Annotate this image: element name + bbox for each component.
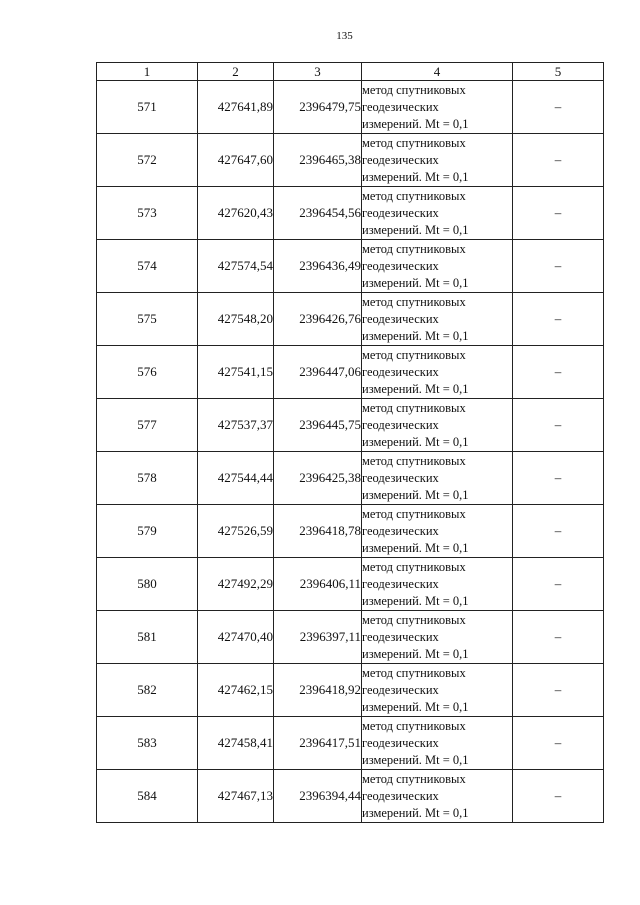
point-number-cell: 578 <box>97 452 198 505</box>
point-number-cell: 574 <box>97 240 198 293</box>
y-coordinate-cell: 2396418,92 <box>274 664 362 717</box>
point-number-cell: 581 <box>97 611 198 664</box>
method-cell <box>362 558 513 611</box>
method-line: измерений. Mt = 0,1 <box>362 381 469 396</box>
table-row <box>97 187 604 240</box>
y-coordinate-cell: 2396418,78 <box>274 505 362 558</box>
method-line: измерений. Mt = 0,1 <box>362 434 469 449</box>
note-cell: – <box>513 452 604 505</box>
method-line: геодезических <box>362 576 439 591</box>
method-line: измерений. Mt = 0,1 <box>362 752 469 767</box>
method-line: метод спутниковых <box>362 82 466 97</box>
method-line: геодезических <box>362 205 439 220</box>
table-header <box>97 63 604 81</box>
y-coordinate-cell: 2396426,76 <box>274 293 362 346</box>
method-line: геодезических <box>362 152 439 167</box>
x-coordinate-cell: 427470,40 <box>198 611 274 664</box>
x-coordinate-cell: 427647,60 <box>198 134 274 187</box>
y-coordinate-cell: 2396417,51 <box>274 717 362 770</box>
method-line: метод спутниковых <box>362 506 466 521</box>
column-header-3: 3 <box>274 63 362 81</box>
table-row <box>97 452 604 505</box>
method-line: геодезических <box>362 629 439 644</box>
method-line: измерений. Mt = 0,1 <box>362 222 469 237</box>
method-cell <box>362 505 513 558</box>
y-coordinate-cell: 2396454,56 <box>274 187 362 240</box>
method-cell <box>362 664 513 717</box>
method-line: геодезических <box>362 311 439 326</box>
method-line: измерений. Mt = 0,1 <box>362 699 469 714</box>
method-line: измерений. Mt = 0,1 <box>362 540 469 555</box>
method-cell <box>362 452 513 505</box>
method-line: измерений. Mt = 0,1 <box>362 116 469 131</box>
x-coordinate-cell: 427620,43 <box>198 187 274 240</box>
point-number-cell: 582 <box>97 664 198 717</box>
table-row <box>97 717 604 770</box>
table-row <box>97 293 604 346</box>
y-coordinate-cell: 2396425,38 <box>274 452 362 505</box>
x-coordinate-cell: 427544,44 <box>198 452 274 505</box>
method-cell <box>362 717 513 770</box>
method-line: геодезических <box>362 258 439 273</box>
note-cell: – <box>513 611 604 664</box>
note-cell: – <box>513 81 604 134</box>
table-row <box>97 134 604 187</box>
point-number-cell: 583 <box>97 717 198 770</box>
method-cell <box>362 770 513 823</box>
method-line: метод спутниковых <box>362 400 466 415</box>
y-coordinate-cell: 2396397,11 <box>274 611 362 664</box>
y-coordinate-cell: 2396445,75 <box>274 399 362 452</box>
method-line: метод спутниковых <box>362 665 466 680</box>
x-coordinate-cell: 427462,15 <box>198 664 274 717</box>
x-coordinate-cell: 427492,29 <box>198 558 274 611</box>
method-cell <box>362 611 513 664</box>
y-coordinate-cell: 2396465,38 <box>274 134 362 187</box>
point-number-cell: 572 <box>97 134 198 187</box>
table-body <box>97 81 604 823</box>
method-line: измерений. Mt = 0,1 <box>362 169 469 184</box>
method-line: измерений. Mt = 0,1 <box>362 487 469 502</box>
x-coordinate-cell: 427548,20 <box>198 293 274 346</box>
y-coordinate-cell: 2396436,49 <box>274 240 362 293</box>
table-row <box>97 770 604 823</box>
x-coordinate-cell: 427541,15 <box>198 346 274 399</box>
method-line: метод спутниковых <box>362 612 466 627</box>
method-line: геодезических <box>362 364 439 379</box>
method-cell <box>362 187 513 240</box>
note-cell: – <box>513 346 604 399</box>
method-line: геодезических <box>362 735 439 750</box>
note-cell: – <box>513 505 604 558</box>
table-row <box>97 558 604 611</box>
x-coordinate-cell: 427537,37 <box>198 399 274 452</box>
method-line: измерений. Mt = 0,1 <box>362 328 469 343</box>
point-number-cell: 579 <box>97 505 198 558</box>
note-cell: – <box>513 399 604 452</box>
column-header-4: 4 <box>362 63 513 81</box>
note-cell: – <box>513 664 604 717</box>
table-row <box>97 611 604 664</box>
note-cell: – <box>513 293 604 346</box>
method-line: метод спутниковых <box>362 135 466 150</box>
table-row <box>97 346 604 399</box>
note-cell: – <box>513 187 604 240</box>
note-cell: – <box>513 717 604 770</box>
method-line: измерений. Mt = 0,1 <box>362 275 469 290</box>
point-number-cell: 573 <box>97 187 198 240</box>
method-line: метод спутниковых <box>362 188 466 203</box>
method-line: метод спутниковых <box>362 718 466 733</box>
method-line: метод спутниковых <box>362 453 466 468</box>
x-coordinate-cell: 427526,59 <box>198 505 274 558</box>
coordinates-table <box>96 62 604 823</box>
method-line: геодезических <box>362 99 439 114</box>
method-line: метод спутниковых <box>362 347 466 362</box>
x-coordinate-cell: 427641,89 <box>198 81 274 134</box>
point-number-cell: 584 <box>97 770 198 823</box>
page-number: 135 <box>336 30 353 42</box>
table-row <box>97 81 604 134</box>
y-coordinate-cell: 2396479,75 <box>274 81 362 134</box>
method-line: геодезических <box>362 417 439 432</box>
method-cell <box>362 346 513 399</box>
point-number-cell: 580 <box>97 558 198 611</box>
method-line: измерений. Mt = 0,1 <box>362 593 469 608</box>
point-number-cell: 571 <box>97 81 198 134</box>
method-cell <box>362 81 513 134</box>
note-cell: – <box>513 134 604 187</box>
point-number-cell: 576 <box>97 346 198 399</box>
y-coordinate-cell: 2396447,06 <box>274 346 362 399</box>
method-line: измерений. Mt = 0,1 <box>362 646 469 661</box>
point-number-cell: 575 <box>97 293 198 346</box>
note-cell: – <box>513 240 604 293</box>
method-line: метод спутниковых <box>362 241 466 256</box>
column-header-1: 1 <box>97 63 198 81</box>
table-row <box>97 664 604 717</box>
method-line: геодезических <box>362 682 439 697</box>
method-cell <box>362 134 513 187</box>
method-line: измерений. Mt = 0,1 <box>362 805 469 820</box>
y-coordinate-cell: 2396406,11 <box>274 558 362 611</box>
method-cell <box>362 293 513 346</box>
header-row <box>97 63 604 81</box>
table-row <box>97 399 604 452</box>
column-header-2: 2 <box>198 63 274 81</box>
column-header-5: 5 <box>513 63 604 81</box>
x-coordinate-cell: 427458,41 <box>198 717 274 770</box>
note-cell: – <box>513 558 604 611</box>
x-coordinate-cell: 427574,54 <box>198 240 274 293</box>
method-cell <box>362 240 513 293</box>
x-coordinate-cell: 427467,13 <box>198 770 274 823</box>
note-cell: – <box>513 770 604 823</box>
method-line: геодезических <box>362 788 439 803</box>
table-row <box>97 240 604 293</box>
point-number-cell: 577 <box>97 399 198 452</box>
y-coordinate-cell: 2396394,44 <box>274 770 362 823</box>
method-line: геодезических <box>362 470 439 485</box>
method-line: метод спутниковых <box>362 559 466 574</box>
method-line: метод спутниковых <box>362 771 466 786</box>
method-line: геодезических <box>362 523 439 538</box>
table-row <box>97 505 604 558</box>
method-line: метод спутниковых <box>362 294 466 309</box>
method-cell <box>362 399 513 452</box>
